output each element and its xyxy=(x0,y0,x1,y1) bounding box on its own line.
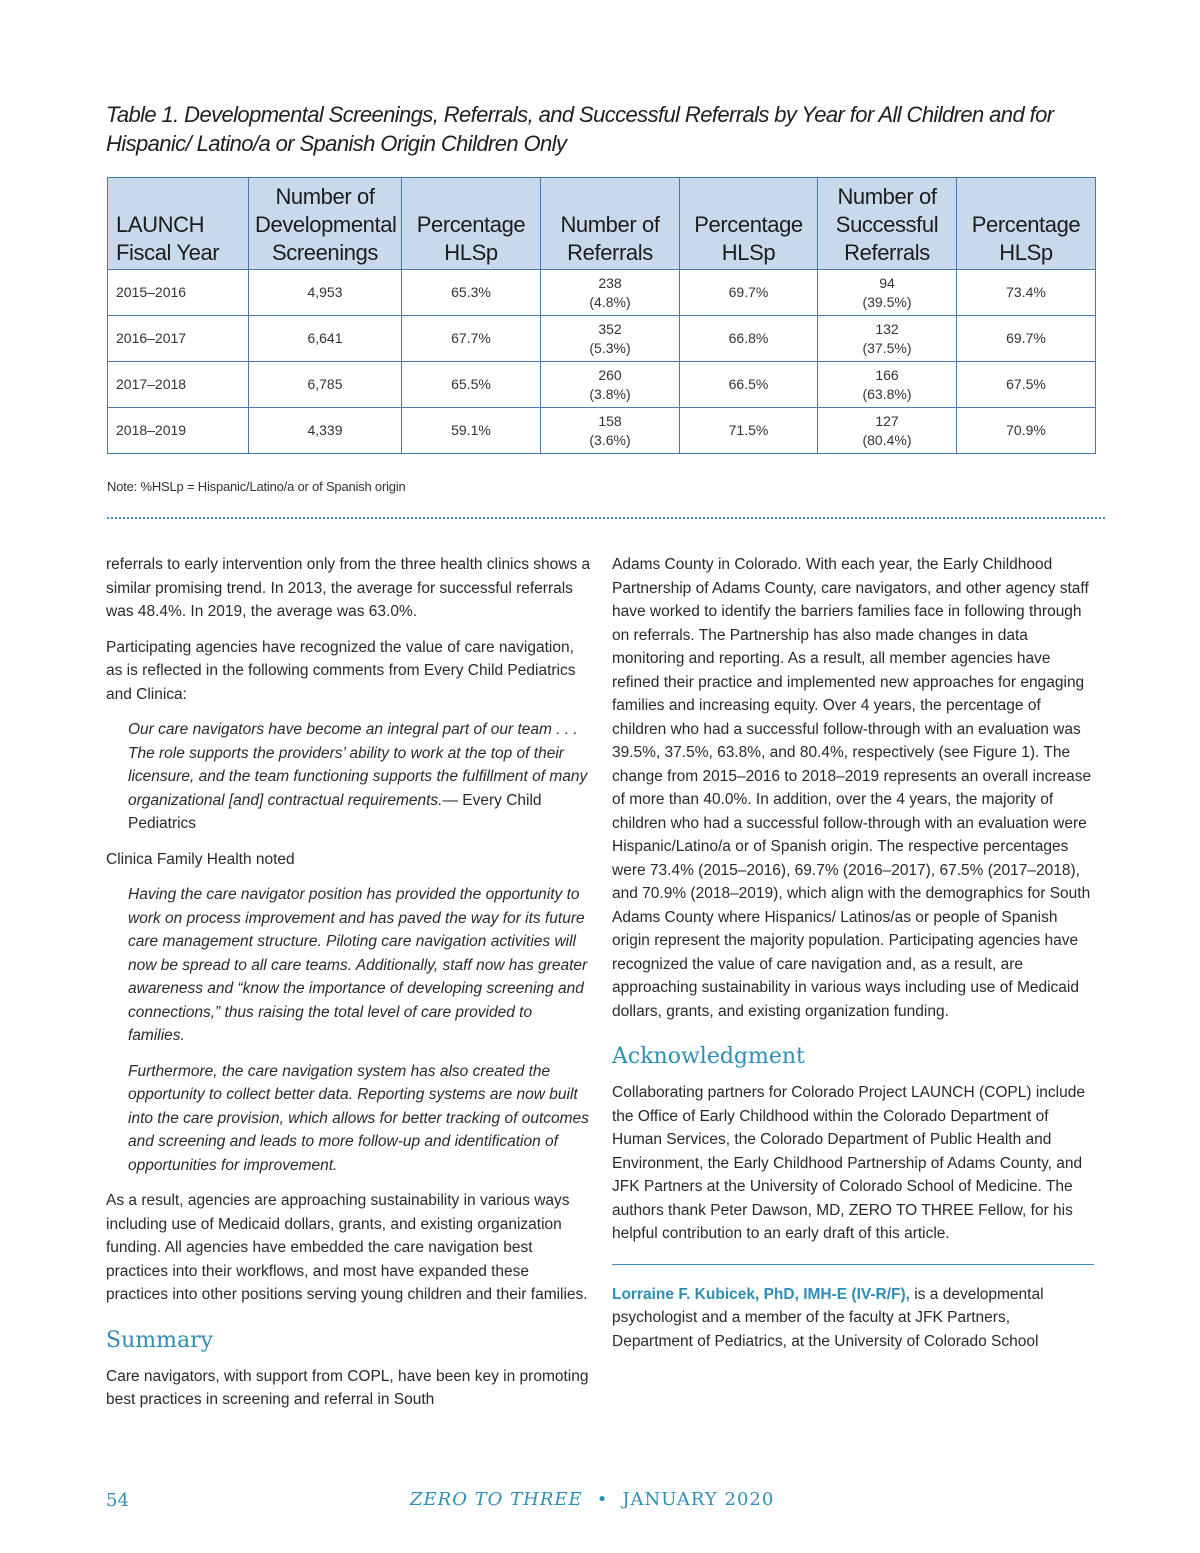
quote-citation: — Every Child Pediatrics xyxy=(128,791,542,832)
acknowledgment-heading: Acknowledgment xyxy=(612,1044,805,1069)
cell-successful: 132 (37.5%) xyxy=(818,316,957,362)
paragraph: As a result, agencies are approaching sustainability in various ways including use of Medicaid dollars, grants, and existing organization funding. All agencies have embedded the care navigation best practices into their workflows, and most have expanded these practices into other positions serving young children and their families. xyxy=(106,1192,588,1303)
table-caption: Table 1. Developmental Screenings, Referrals, and Successful Referrals by Year for All Children and for Hispanic/ Latino/a or Spanish Origin Children Only xyxy=(106,102,1054,156)
paragraph: referrals to early intervention only from the three health clinics shows a similar promising trend. In 2013, the average for successful referrals was 48.4%. In 2019, the average was 63.0%. xyxy=(106,556,591,620)
paragraph: Care navigators, with support from COPL, have been key in promoting best practices in screening and referral in South xyxy=(106,1367,589,1408)
data-table xyxy=(107,177,1096,454)
header-pct-referrals: Percentage HLSp xyxy=(680,178,818,270)
header-pct-screenings: Percentage HLSp xyxy=(402,178,541,270)
header-successful-referrals: Number of Successful Referrals xyxy=(818,178,957,270)
header-screenings: Number of Developmental Screenings xyxy=(249,178,402,270)
author-divider xyxy=(612,1264,1094,1265)
author-bio: Lorraine F. Kubicek, PhD, IMH-E (IV-R/F), is a developmental psychologist and a member of the faculty at JFK Partners, Department of Pediatrics, at the University of Colorado School xyxy=(612,1285,1044,1350)
author-name: Lorraine F. Kubicek, PhD, IMH-E (IV-R/F), xyxy=(612,1285,910,1303)
cell-referrals: 158 (3.6%) xyxy=(541,408,680,454)
cell-screenings: 4,339 xyxy=(249,408,402,454)
cell-pct-successful: 67.5% xyxy=(957,362,1096,408)
table-header-row xyxy=(108,178,1096,270)
cell-pct-referrals: 71.5% xyxy=(680,408,818,454)
cell-pct-successful: 73.4% xyxy=(957,270,1096,316)
cell-pct-screenings: 65.5% xyxy=(402,362,541,408)
footer-publication xyxy=(410,1489,774,1510)
paragraph: Clinica Family Health noted xyxy=(106,850,295,868)
table-row xyxy=(108,408,1096,454)
cell-pct-referrals: 66.8% xyxy=(680,316,818,362)
paragraph: Adams County in Colorado. With each year, the Early Childhood Partnership of Adams County, care navigators, and other agency staff have worked to identify the barriers families face in following through on referrals. The Partnership has also made changes in data monitoring and reporting. As a result, all member agencies have refined their practice and implemented new approaches for engaging families and increasing equity. Over 4 years, the percentage of children who had a successful follow-through with an evaluation was 39.5%, 37.5%, 63.8%, and 80.4%, respectively (see Figure 1). The change from 2015–2016 to 2018–2019 represents an overall increase of more than 40.0%. In addition, over the 4 years, the majority of children who had a successful follow-through with an evaluation were Hispanic/Latino/a or of Spanish origin. The respective percentages were 73.4% (2015–2016), 69.7% (2016–2017), 67.5% (2017–2018), and 70.9% (2018–2019), which align with the demographics for South Adams County where Hispanics/ Latinos/as or people of Spanish origin represent the majority population. Participating agencies have recognized the value of care navigation and, as a result, are approaching sustainability in various ways including use of Medicaid dollars, grants, and existing organization funding. xyxy=(612,556,1092,1020)
table-row xyxy=(108,270,1096,316)
cell-pct-screenings: 59.1% xyxy=(402,408,541,454)
section-divider xyxy=(107,517,1105,519)
footer-separator: • xyxy=(596,1489,609,1510)
cell-pct-referrals: 69.7% xyxy=(680,270,818,316)
cell-referrals: 352 (5.3%) xyxy=(541,316,680,362)
cell-successful: 94 (39.5%) xyxy=(818,270,957,316)
summary-heading: Summary xyxy=(106,1327,214,1353)
paragraph: Participating agencies have recognized the value of care navigation, as is reflected in the following comments from Every Child Pediatrics and Clinica: xyxy=(106,638,576,703)
header-pct-successful: Percentage HLSp xyxy=(957,178,1096,270)
header-referrals: Number of Referrals xyxy=(541,178,680,270)
cell-pct-screenings: 67.7% xyxy=(402,316,541,362)
paragraph: Collaborating partners for Colorado Project LAUNCH (COPL) include the Office of Early Childhood within the Colorado Department of Human Services, the Colorado Department of Public Health and Environment, the Early Childhood Partnership of Adams County, and JFK Partners at the University of Colorado School of Medicine. The authors thank Peter Dawson, MD, ZERO TO THREE Fellow, for his helpful contribution to an early draft of this article. xyxy=(612,1084,1085,1242)
header-fiscal-year: LAUNCH Fiscal Year xyxy=(108,178,249,270)
cell-year: 2016–2017 xyxy=(108,316,249,362)
publication-name: ZERO TO THREE xyxy=(410,1489,583,1510)
table-note: Note: %HSLp = Hispanic/Latino/a or of Spanish origin xyxy=(107,479,406,494)
table-row xyxy=(108,316,1096,362)
cell-year: 2017–2018 xyxy=(108,362,249,408)
right-column xyxy=(612,553,1094,1365)
left-column xyxy=(106,553,592,1424)
cell-pct-successful: 69.7% xyxy=(957,316,1096,362)
block-quote: Furthermore, the care navigation system has also created the opportunity to collect better data. Reporting systems are now built into the care provision, which allows for better tracking of outcomes and screening and leads to more follow-up and identification of opportunities for improvement. xyxy=(128,1062,589,1174)
cell-screenings: 4,953 xyxy=(249,270,402,316)
cell-screenings: 6,785 xyxy=(249,362,402,408)
cell-successful: 127 (80.4%) xyxy=(818,408,957,454)
cell-year: 2018–2019 xyxy=(108,408,249,454)
cell-successful: 166 (63.8%) xyxy=(818,362,957,408)
cell-referrals: 238 (4.8%) xyxy=(541,270,680,316)
block-quote: Our care navigators have become an integral part of our team . . . The role supports the providers’ ability to work at the top of their licensure, and the team functioning supports the fulfillment of many organizational [and] contractual requirements.— Every Child Pediatrics xyxy=(128,721,588,832)
cell-year: 2015–2016 xyxy=(108,270,249,316)
issue-date: JANUARY 2020 xyxy=(622,1489,775,1510)
cell-referrals: 260 (3.8%) xyxy=(541,362,680,408)
cell-screenings: 6,641 xyxy=(249,316,402,362)
cell-pct-successful: 70.9% xyxy=(957,408,1096,454)
page-number: 54 xyxy=(106,1490,129,1511)
cell-pct-referrals: 66.5% xyxy=(680,362,818,408)
table-row xyxy=(108,362,1096,408)
block-quote: Having the care navigator position has provided the opportunity to work on process improvement and has paved the way for its future care management structure. Piloting care navigation activities will now be spread to all care teams. Additionally, staff now has greater awareness and “know the importance of developing screening and connections,” thus raising the total level of care provided to families. xyxy=(128,886,588,1044)
cell-pct-screenings: 65.3% xyxy=(402,270,541,316)
